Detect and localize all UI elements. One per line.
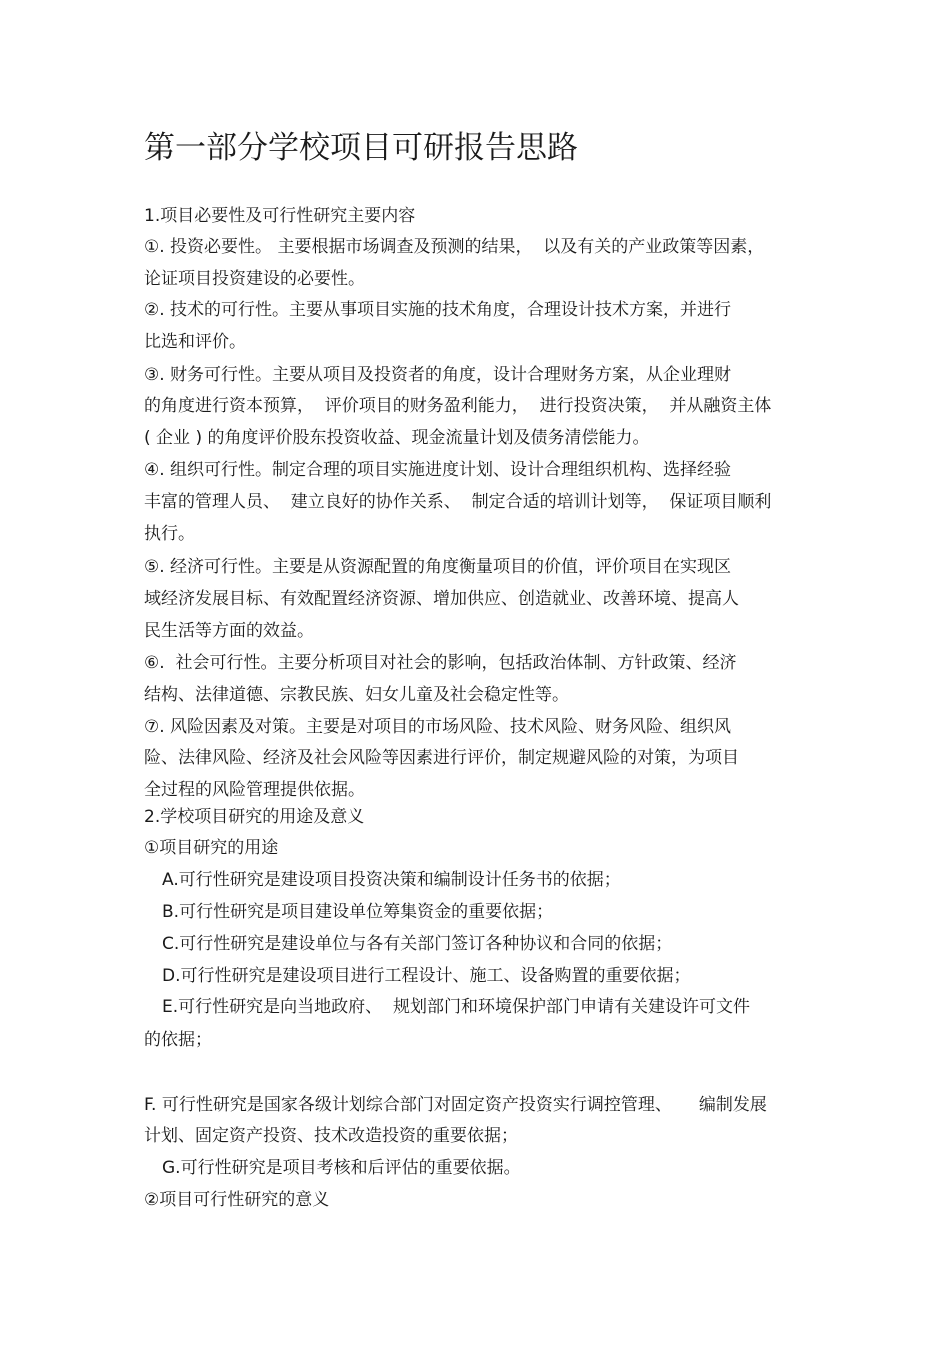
subsection-heading: ②项目可行性研究的意义 bbox=[144, 1190, 330, 1210]
section-heading: 2.学校项目研究的用途及意义 bbox=[144, 807, 365, 827]
subsection-heading: ①项目研究的用途 bbox=[144, 838, 279, 858]
paragraph-line: ⑦. 风险因素及对策。主要是对项目的市场风险、技术风险、财务风险、组织风 bbox=[144, 717, 732, 737]
paragraph-line: 计划、固定资产投资、技术改造投资的重要依据； bbox=[144, 1126, 518, 1146]
list-item: B.可行性研究是项目建设单位筹集资金的重要依据； bbox=[162, 902, 554, 922]
document-title: 第一部分学校项目可研报告思路 bbox=[144, 130, 578, 166]
paragraph-line: ④. 组织可行性。制定合理的项目实施进度计划、设计合理组织机构、选择经验 bbox=[144, 460, 732, 480]
section-heading: 1.项目必要性及可行性研究主要内容 bbox=[144, 206, 416, 226]
paragraph-line: 域经济发展目标、有效配置经济资源、增加供应、创造就业、改善环境、提高人 bbox=[144, 589, 739, 609]
paragraph-line: ②. 技术的可行性。主要从事项目实施的技术角度，合理设计技术方案，并进行 bbox=[144, 300, 732, 320]
paragraph-line: 执行。 bbox=[144, 524, 195, 544]
paragraph-line: 的角度进行资本预算， 评价项目的财务盈利能力， 进行投资决策， 并从融资主体 bbox=[144, 396, 772, 416]
paragraph-line: ( 企业 ) 的角度评价股东投资收益、现金流量计划及债务清偿能力。 bbox=[144, 428, 650, 448]
list-item: C.可行性研究是建设单位与各有关部门签订各种协议和合同的依据； bbox=[162, 934, 673, 954]
paragraph-line: 全过程的风险管理提供依据。 bbox=[144, 780, 365, 800]
paragraph-line: 险、法律风险、经济及社会风险等因素进行评价，制定规避风险的对策，为项目 bbox=[144, 748, 739, 768]
list-item: E.可行性研究是向当地政府、 规划部门和环境保护部门申请有关建设许可文件 bbox=[162, 997, 750, 1017]
list-item: A.可行性研究是建设项目投资决策和编制设计任务书的依据； bbox=[162, 870, 621, 890]
paragraph-line: 论证项目投资建设的必要性。 bbox=[144, 269, 365, 289]
list-item: F. 可行性研究是国家各级计划综合部门对固定资产投资实行调控管理、 编制发展 bbox=[144, 1095, 767, 1115]
paragraph-line: 丰富的管理人员、 建立良好的协作关系、 制定合适的培训计划等， 保证项目顺利 bbox=[144, 492, 772, 512]
list-item: G.可行性研究是项目考核和后评估的重要依据。 bbox=[162, 1158, 521, 1178]
list-item: D.可行性研究是建设项目进行工程设计、施工、设备购置的重要依据； bbox=[162, 966, 691, 986]
paragraph-line: 民生活等方面的效益。 bbox=[144, 621, 314, 641]
paragraph-line: ③. 财务可行性。主要从项目及投资者的角度，设计合理财务方案，从企业理财 bbox=[144, 365, 732, 385]
paragraph-line: ⑤. 经济可行性。主要是从资源配置的角度衡量项目的价值，评价项目在实现区 bbox=[144, 557, 732, 577]
paragraph-line: ①. 投资必要性。 主要根据市场调查及预测的结果， 以及有关的产业政策等因素， bbox=[144, 237, 765, 257]
paragraph-line: 结构、法律道德、宗教民族、妇女儿童及社会稳定性等。 bbox=[144, 685, 569, 705]
paragraph-line: 比选和评价。 bbox=[144, 332, 246, 352]
paragraph-line: ⑥. 社会可行性。主要分析项目对社会的影响，包括政治体制、方针政策、经济 bbox=[144, 653, 737, 673]
paragraph-line: 的依据； bbox=[144, 1030, 212, 1050]
